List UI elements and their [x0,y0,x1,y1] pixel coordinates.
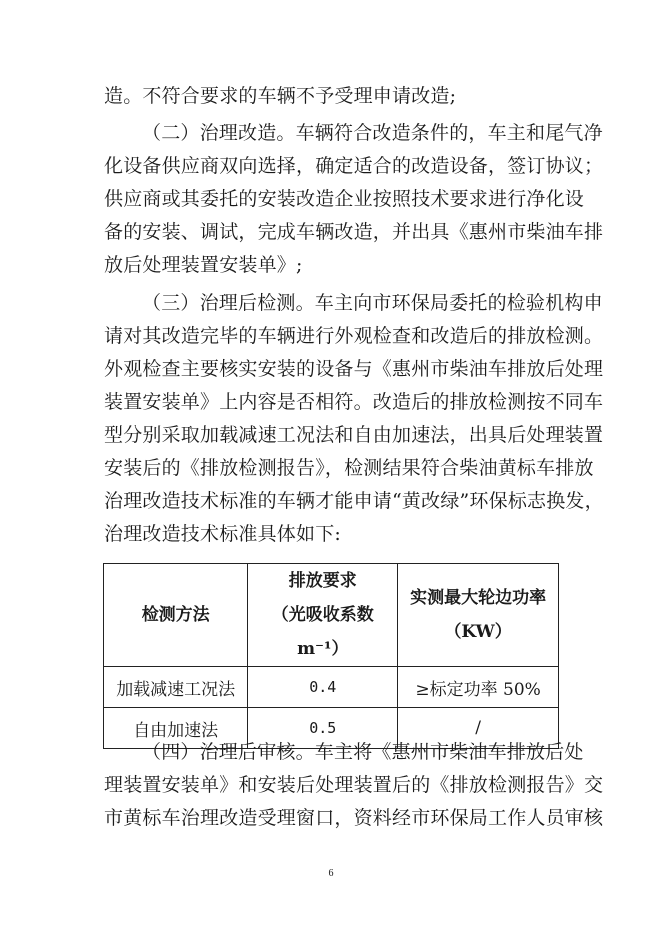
cell-emission: 0.4 [248,667,398,708]
page-number: 6 [328,868,334,879]
cell-power: / [398,708,559,749]
table-row [104,667,559,708]
text-line: 请对其改造完毕的车辆进行外观检查和改造后的排放检测。 [104,325,604,347]
text-line: 化设备供应商双向选择，确定适合的改造设备，签订协议； [104,155,604,177]
header-power-title: 实测最大轮边功率 [410,588,547,608]
text-line: 治理改造技术标准具体如下: [104,523,342,545]
cell-method: 自由加速法 [104,708,248,749]
text-line: 备的安装、调试，完成车辆改造，并出具《惠州市柴油车排 [104,221,604,243]
header-emission-title: 排放要求 [288,571,357,591]
text-line: （二）治理改造。车辆符合改造条件的，车主和尾气净 [142,122,603,144]
header-method: 检测方法 [104,564,248,667]
text-line: 市黄标车治理改造受理窗口，资料经市环保局工作人员审核 [104,807,604,829]
header-emission [248,564,398,667]
header-power [398,564,559,667]
table-header-row [104,564,559,667]
header-emission-unit: （光吸收系数 m⁻¹） [271,605,374,659]
text-line: （四）治理后审核。车主将《惠州市柴油车排放后处 [142,741,584,763]
header-power-unit: （KW） [444,622,512,642]
text-line: （三）治理后检测。车主向市环保局委托的检验机构申 [142,292,603,314]
paragraph-2 [104,117,604,282]
paragraph-4 [104,736,604,835]
text-line: 装置安装单》上内容是否相符。改造后的排放检测按不同车 [104,391,604,413]
text-line: 安装后的《排放检测报告》，检测结果符合柴油黄标车排放 [104,457,594,479]
paragraph-1 [104,80,564,113]
text-line: 放后处理装置安装单》; [104,254,303,276]
emission-standards-table [103,563,559,749]
text-line: 型分别采取加载减速工况法和自由加速法，出具后处理装置 [104,424,604,446]
cell-power: ≥标定功率 50% [398,667,559,708]
text-line: 造。不符合要求的车辆不予受理申请改造; [104,85,457,107]
paragraph-3 [104,287,604,551]
text-line: 外观检查主要核实安装的设备与《惠州市柴油车排放后处理 [104,358,604,380]
cell-emission: 0.5 [248,708,398,749]
text-line: 理装置安装单》和安装后处理装置后的《排放检测报告》交 [104,774,604,796]
cell-method: 加载减速工况法 [104,667,248,708]
text-line: 治理改造技术标准的车辆才能申请“黄改绿”环保标志换发， [104,490,604,512]
text-line: 供应商或其委托的安装改造企业按照技术要求进行净化设 [104,188,585,210]
